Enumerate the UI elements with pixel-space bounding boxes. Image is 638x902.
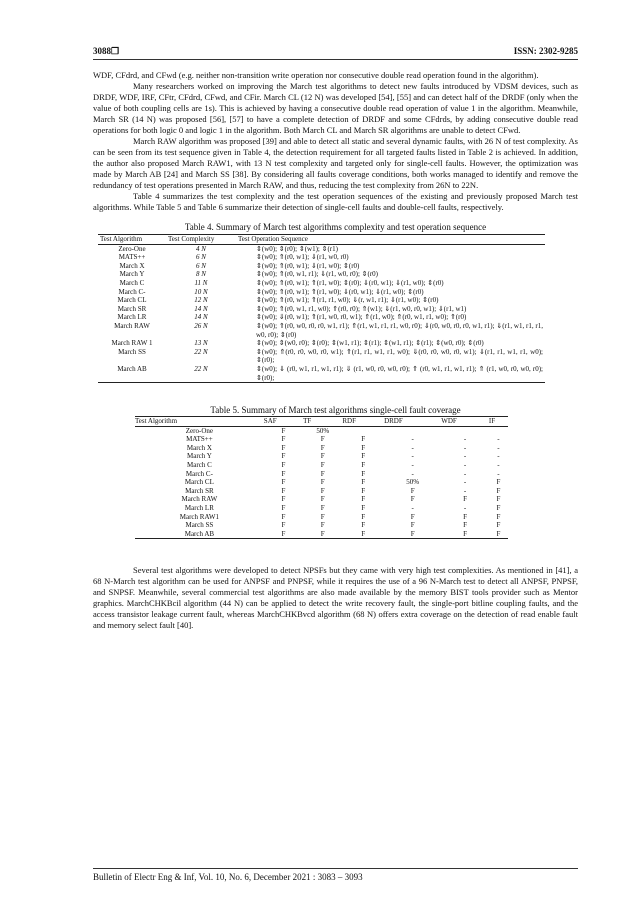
page-number: 3088❒: [93, 46, 120, 56]
table-header: Test Algorithm: [98, 235, 166, 245]
table-cell: March SS: [185, 521, 214, 530]
table-cell: 10 N: [194, 287, 208, 296]
table-row: [135, 426, 508, 435]
table-cell: F: [281, 495, 286, 504]
table-cell: [384, 426, 441, 435]
table-cell: March SR: [185, 486, 214, 495]
article-body: [93, 70, 578, 631]
table-header: IF: [489, 417, 508, 427]
table-cell: ⇕(w0); ⇓(r0, w1); ⇑(r1, w0, r0, w1); ⇑(r1, w0); ⇑(r0, w1, r1, w0); ⇑(r0): [256, 313, 467, 322]
table-cell: March X: [186, 443, 212, 452]
table-cell: March SR: [117, 304, 147, 313]
table-cell: ⇕(w0); ⇑(r0, w0, r0, r0, w1, r1); ⇑(r1, w1, r1, r1, w0, r0); ⇓(r0, w0, r0, r0, w1, r1); ⇓(r1, w1, r1, r1, w0, r0); ⇕(r0): [256, 321, 543, 339]
table-cell: March SS: [118, 347, 146, 356]
table-cell: F: [281, 521, 286, 530]
table-cell: ⇕(w0); ⇓ (r0, w1, r1, w1, r1); ⇓ (r1, w0, r0, w0, r0); ⇑ (r0, w1, r1, w1, r1); ⇑ (r1, w0, r0, w0, r0); ⇕(r0);: [236, 365, 545, 383]
table-row: [135, 452, 508, 461]
table-cell: -: [411, 452, 414, 461]
table-cell: -: [463, 478, 467, 487]
table-row: [98, 288, 545, 297]
table-cell: March LR: [184, 504, 214, 513]
table-cell: F: [303, 530, 342, 539]
table-cell: F: [463, 521, 467, 530]
table-cell: F: [410, 495, 415, 504]
table-row: [98, 339, 545, 348]
table-cell: March AB: [98, 365, 166, 383]
table-row: [98, 279, 545, 288]
table-cell: F: [320, 495, 325, 504]
table-cell: F: [281, 478, 286, 487]
table-row: [135, 504, 508, 513]
table-cell: March CL: [117, 296, 147, 305]
table-cell: F: [496, 486, 501, 495]
table-row: [98, 262, 545, 271]
table-cell: F: [496, 512, 501, 521]
paragraph: WDF, CFdrd, and CFwd (e.g. neither non-transition write operation nor consecutive double read operation found in the algorithm).: [93, 70, 539, 80]
running-header: [93, 46, 578, 60]
table4: [98, 234, 545, 383]
table-cell: 22 N: [166, 365, 236, 383]
table-cell: F: [342, 530, 384, 539]
table-header: SAF: [264, 417, 303, 427]
table-cell: -: [411, 461, 414, 470]
table-cell: March RAW: [114, 321, 150, 330]
table-cell: -: [411, 504, 414, 513]
table-cell: ⇕(w0); ⇑(r0, w1); ⇑(r1, r1, w0); ⇓(r, w1, r1); ⇓(r1, w0); ⇕(r0): [256, 296, 439, 305]
table-cell: F: [281, 426, 286, 435]
table-cell: F: [281, 469, 286, 478]
table-row: [98, 322, 545, 339]
table-cell: F: [281, 486, 286, 495]
table-cell: F: [361, 504, 366, 513]
table-cell: -: [411, 469, 414, 478]
table-cell: F: [320, 478, 325, 487]
table-cell: -: [411, 435, 414, 444]
table-cell: F: [361, 435, 366, 444]
table-cell: F: [361, 478, 366, 487]
table-cell: March AB: [135, 530, 264, 539]
table-cell: ⇕(w0); ⇑(r0, w1); ⇓(r1, w0); ⇕(r0): [256, 261, 360, 270]
table5: [135, 416, 508, 539]
table-cell: 50%: [316, 426, 330, 435]
table-cell: ⇕(w0); ⇕(r0); ⇕(w1); ⇕(r1): [256, 244, 338, 253]
table-cell: ⇕(w0); ⇑(r0, w1); ⇑(r1, w0); ⇕(r0); ⇓(r0, w1); ⇓(r1, w0); ⇕(r0): [256, 278, 444, 287]
table-cell: March Y: [119, 270, 145, 279]
table-cell: 12 N: [194, 296, 208, 305]
table-cell: -: [463, 486, 467, 495]
table-cell: F: [320, 521, 325, 530]
table-cell: [489, 426, 508, 435]
table-cell: March CL: [184, 478, 214, 487]
table-cell: F: [281, 504, 286, 513]
table-cell: 4 N: [196, 244, 206, 253]
table-cell: F: [320, 469, 325, 478]
table-cell: ⇕(w0); ⇑(r0, r0, w0, r0, w1); ⇑(r1, r1, w1, r1, w0); ⇓(r0, r0, w0, r0, w1); ⇓(r1, r1, w1, r1, w0); ⇕(r0);: [256, 347, 543, 365]
table-cell: 22 N: [194, 347, 208, 356]
table-cell: March C: [119, 278, 145, 287]
table-cell: Zero-One: [118, 244, 146, 253]
table-row: [135, 470, 508, 479]
table-cell: -: [497, 469, 500, 478]
table-row: [98, 296, 545, 305]
table-cell: -: [463, 435, 467, 444]
table-cell: -: [497, 461, 500, 470]
issn-label: ISSN: 2302-9285: [513, 46, 578, 56]
table-cell: ⇕(w0); ⇑(r0, w1); ⇓(r1, w0, r0): [256, 253, 349, 262]
table-cell: F: [320, 504, 325, 513]
table-cell: -: [463, 504, 467, 513]
table-cell: F: [489, 530, 508, 539]
table-cell: F: [496, 521, 501, 530]
table-cell: 6 N: [196, 253, 206, 262]
table-row: [98, 365, 545, 383]
table-cell: 14 N: [194, 313, 208, 322]
table-cell: -: [497, 452, 500, 461]
table-cell: 26 N: [194, 321, 208, 330]
table-header: WDF: [441, 417, 489, 427]
table-cell: 14 N: [194, 304, 208, 313]
table-cell: F: [361, 521, 366, 530]
table-row: [98, 270, 545, 279]
table-cell: [342, 426, 384, 435]
table-cell: March RAW1: [179, 512, 220, 521]
table-cell: 50%: [406, 478, 420, 487]
table-header: DRDF: [384, 417, 441, 427]
table-cell: F: [320, 435, 325, 444]
table-cell: F: [384, 530, 441, 539]
table-cell: ⇕(w0); ⇕(w0, r0); ⇕(r0); ⇕(w1, r1); ⇕(r1); ⇕(w1, r1); ⇕(r1); ⇕(w0, r0); ⇕(r0): [256, 339, 484, 348]
table-row: [135, 444, 508, 453]
table-cell: -: [497, 435, 500, 444]
table-cell: F: [361, 461, 366, 470]
paragraph: Many researchers worked on improving the March test algorithms to detect new faults introduced by VDSM devices, such as DRDF, WDF, IRF, CFtr, CFdrd, CFwd, and CFir. March CL (12 N) was developed [54], [55] and can detect half of the DRDF (only when the value of both coupling cells are 1s). This is achieved by having a consecutive double read operation of value 1 in the algorithm. Meanwhile, March SR (14 N) was proposed [56], [57] to have a complete detection of DRDF and some CFdrds, by adding consecutive double read operations for both logic 0 and logic 1 in the algorithm. Both March CL and March SR algorithms are unable to detect CFwd.: [93, 81, 578, 135]
table-row: [135, 495, 508, 504]
table-cell: F: [361, 452, 366, 461]
table-cell: F: [361, 469, 366, 478]
table-cell: F: [361, 495, 366, 504]
table-cell: F: [320, 452, 325, 461]
paragraph: March RAW algorithm was proposed [39] and able to detect all static and several dynamic faults, with 26 N of test complexity. As can be seen from its test sequence given in Table 4, the detection requirement for all targeted faults listed in Table 2 is achieved. In addition, the author also proposed March RAW1, with 13 N test complexity and targeted only for single-cell faults. However, the optimization was made by March AB [24] and March SS [38]. By considering all faults coverage conditions, both works managed to identify and remove the redundancy of test operations presented in March RAW, and thus, reducing the test complexity from 26N to 22N.: [93, 136, 578, 190]
table-cell: F: [410, 521, 415, 530]
table-cell: -: [463, 461, 467, 470]
table-cell: -: [463, 469, 467, 478]
table-cell: -: [411, 443, 414, 452]
table-row: [98, 313, 545, 322]
paragraph: Table 4 summarizes the test complexity and the test operation sequences of the existing and previously proposed March test algorithms. While Table 5 and Table 6 summarize their detection of single-cell faults and double-cell faults, respectively.: [93, 191, 578, 212]
table-header: Test Algorithm: [135, 417, 264, 427]
table-row: [135, 530, 508, 539]
table-row: [135, 487, 508, 496]
table-header: TF: [303, 417, 342, 427]
table-cell: F: [463, 495, 467, 504]
table-cell: F: [361, 443, 366, 452]
table-cell: F: [496, 504, 501, 513]
table-cell: MATS++: [118, 253, 146, 262]
table-cell: F: [441, 530, 489, 539]
table-cell: Zero-One: [185, 426, 213, 435]
table-cell: ⇕(w0); ⇑(r0, w1); ⇑(r1, w0); ⇓(r0, w1); ⇓(r1, w0); ⇕(r0): [256, 287, 424, 296]
table-cell: March X: [119, 261, 145, 270]
table-cell: March Y: [186, 452, 212, 461]
table-row: [135, 521, 508, 530]
table-cell: 11 N: [194, 278, 208, 287]
table-cell: F: [281, 435, 286, 444]
table-cell: 6 N: [196, 261, 206, 270]
table-cell: F: [281, 512, 286, 521]
running-footer: Bulletin of Electr Eng & Inf, Vol. 10, No. 6, December 2021 : 3083 – 3093: [93, 868, 578, 882]
table-row: [98, 253, 545, 262]
table-cell: MATS++: [186, 435, 213, 444]
table-cell: -: [463, 443, 467, 452]
table-cell: F: [281, 443, 286, 452]
table-cell: F: [496, 495, 501, 504]
table-row: [98, 348, 545, 365]
table-header: RDF: [342, 417, 384, 427]
table-cell: F: [463, 512, 467, 521]
table-cell: March C-: [185, 469, 213, 478]
table-cell: March RAW 1: [111, 339, 153, 348]
table-header: Test Complexity: [166, 235, 236, 245]
table-cell: F: [320, 486, 325, 495]
table-cell: F: [410, 512, 415, 521]
table-cell: March LR: [117, 313, 147, 322]
table-cell: -: [497, 443, 500, 452]
paragraph: Several test algorithms were developed to detect NPSFs but they came with very high test complexities. As mentioned in [41], a 68 N-March test algorithm can be used for ANPSF and PNPSF, while it requires the use of a 96 N-March test to detect all ANPSF, PNPSF, and SNPSF. Meanwhile, several commercial test algorithms are also made available by the memory BIST tools provider such as Mentor graphics. MarchCHKBcil algorithm (44 N) can be applied to detect the write recovery fault, the single-port bitline coupling faults, and the access transistor leakage current fault, whereas MarchCHKBvcd algorithm (68 N) offers extra coverage on the detection of read enable fault and memory select fault [40].: [93, 565, 578, 631]
table-cell: F: [281, 452, 286, 461]
table-cell: F: [281, 461, 286, 470]
table-cell: F: [320, 512, 325, 521]
table5-caption: Table 5. Summary of March test algorithms single-cell fault coverage: [210, 405, 461, 416]
table-row: [98, 244, 545, 253]
table-cell: F: [320, 443, 325, 452]
table-cell: F: [264, 530, 303, 539]
table4-caption: Table 4. Summary of March test algorithms complexity and test operation sequence: [184, 222, 487, 232]
table-cell: -: [463, 452, 467, 461]
table-cell: March C-: [118, 287, 146, 296]
table-cell: March RAW: [181, 495, 218, 504]
table-cell: 8 N: [196, 270, 206, 279]
table-cell: ⇕(w0); ⇑(r0, w1, r1); ⇓(r1, w0, r0); ⇕(r0): [256, 270, 379, 279]
table-cell: F: [496, 478, 501, 487]
table-cell: F: [361, 486, 366, 495]
table-row: [135, 435, 508, 444]
table-header: Test Operation Sequence: [236, 235, 545, 245]
table-cell: F: [320, 461, 325, 470]
table-row: [98, 305, 545, 314]
table-cell: F: [410, 486, 415, 495]
table-cell: [441, 426, 489, 435]
table-cell: ⇕(w0); ⇑(r0, w1, r1, w0); ⇑(r0, r0); ⇑(w1); ⇓(r1, w0, r0, w1); ⇓(r1, w1): [256, 304, 467, 313]
table-row: [135, 478, 508, 487]
table-row: [135, 461, 508, 470]
table-cell: March C: [187, 461, 212, 470]
table-cell: 13 N: [194, 339, 208, 348]
table-row: [135, 513, 508, 522]
table-cell: F: [361, 512, 366, 521]
